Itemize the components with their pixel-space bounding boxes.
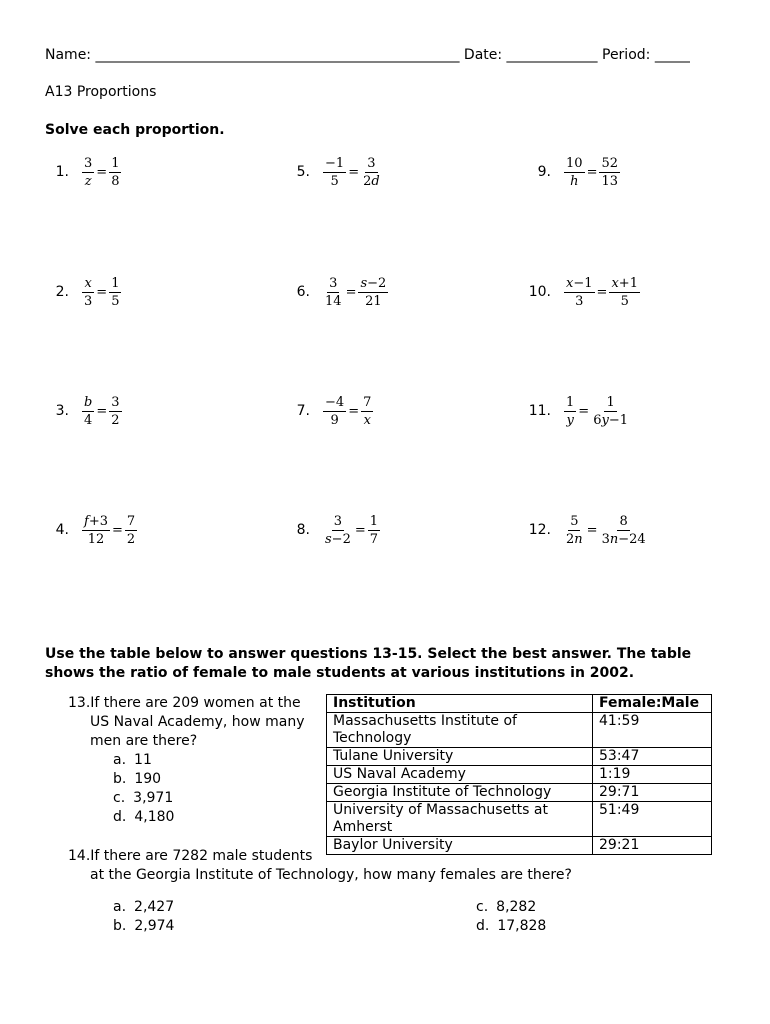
equals-sign: = bbox=[348, 164, 360, 180]
option-text: 2,974 bbox=[134, 918, 175, 934]
numerator: 7 bbox=[363, 394, 372, 410]
numerator: 3 bbox=[84, 155, 93, 171]
denominator: 4 bbox=[84, 412, 93, 428]
option-letter: c. bbox=[476, 899, 489, 915]
problem-number: 8. bbox=[296, 522, 310, 538]
table-header-ratio: Female:Male bbox=[593, 695, 712, 713]
left-fraction bbox=[564, 156, 585, 189]
table-cell-institution: Baylor University bbox=[327, 837, 593, 855]
numerator: 3 bbox=[333, 513, 343, 529]
numerator: x−1 bbox=[566, 275, 593, 291]
option-text: 4,180 bbox=[134, 809, 175, 825]
right-fraction bbox=[361, 156, 382, 189]
problem-2 bbox=[45, 272, 122, 312]
table-row bbox=[327, 784, 712, 802]
problem-number: 5. bbox=[296, 164, 310, 180]
q13-option-a[interactable] bbox=[113, 751, 152, 770]
q13-option-b[interactable] bbox=[113, 770, 161, 789]
table-cell-institution: Tulane University bbox=[327, 748, 593, 766]
problem-6 bbox=[286, 272, 389, 312]
right-fraction bbox=[358, 276, 388, 309]
option-letter: a. bbox=[113, 752, 127, 768]
table-header-institution: Institution bbox=[327, 695, 593, 713]
denominator: 21 bbox=[365, 293, 382, 309]
denominator: 2 bbox=[111, 412, 120, 428]
denominator: 2d bbox=[363, 173, 380, 189]
problem-number: 7. bbox=[296, 403, 310, 419]
question-13 bbox=[68, 694, 304, 751]
equals-sign: = bbox=[348, 403, 360, 419]
proportion-equation bbox=[563, 395, 631, 428]
problem-4 bbox=[45, 510, 138, 550]
problem-number: 3. bbox=[55, 403, 69, 419]
right-fraction bbox=[109, 395, 121, 428]
table-row bbox=[327, 748, 712, 766]
denominator: 5 bbox=[111, 293, 120, 309]
left-fraction bbox=[323, 156, 346, 189]
table-row bbox=[327, 766, 712, 784]
proportion-equation bbox=[563, 156, 621, 189]
question-14-line2: at the Georgia Institute of Technology, how many females are there? bbox=[90, 867, 572, 883]
table-cell-institution: US Naval Academy bbox=[327, 766, 593, 784]
right-fraction bbox=[600, 514, 648, 547]
numerator: 1 bbox=[369, 513, 379, 529]
numerator: −1 bbox=[325, 155, 345, 171]
numerator: 7 bbox=[126, 513, 136, 529]
option-text: 11 bbox=[134, 752, 152, 768]
q13-option-d[interactable] bbox=[113, 808, 174, 827]
table-cell-institution: Georgia Institute of Technology bbox=[327, 784, 593, 802]
table-header-row bbox=[327, 695, 712, 713]
option-letter: b. bbox=[113, 918, 127, 934]
right-fraction bbox=[591, 395, 630, 428]
proportion-equation bbox=[322, 156, 383, 189]
denominator: 5 bbox=[620, 293, 629, 309]
equals-sign: = bbox=[578, 403, 590, 419]
q14-option-b[interactable] bbox=[113, 917, 174, 936]
proportion-equation bbox=[322, 276, 389, 309]
proportion-equation bbox=[322, 514, 381, 547]
problem-12 bbox=[527, 510, 649, 550]
problem-1 bbox=[45, 152, 122, 192]
table-cell-ratio: 41:59 bbox=[593, 713, 712, 748]
problem-3 bbox=[45, 391, 123, 431]
header-line: Name: ____________________________________________________ Date: _____________ Period: _____ bbox=[45, 47, 690, 63]
left-fraction bbox=[82, 514, 110, 547]
option-text: 3,971 bbox=[133, 790, 174, 806]
right-fraction bbox=[609, 276, 640, 309]
numerator: 3 bbox=[367, 155, 376, 171]
question-13-line3: men are there? bbox=[90, 733, 198, 749]
problem-number: 9. bbox=[537, 164, 551, 180]
numerator: 3 bbox=[111, 394, 120, 410]
right-fraction bbox=[109, 156, 121, 189]
table-cell-institution: University of Massachusetts at Amherst bbox=[327, 802, 593, 837]
option-letter: d. bbox=[476, 918, 490, 934]
proportion-equation bbox=[81, 514, 138, 547]
denominator: 2 bbox=[126, 531, 136, 547]
proportion-equation bbox=[563, 514, 649, 547]
option-letter: b. bbox=[113, 771, 127, 787]
denominator: 9 bbox=[330, 412, 339, 428]
table-row bbox=[327, 802, 712, 837]
proportion-equation bbox=[81, 395, 123, 428]
equals-sign: = bbox=[586, 522, 598, 538]
denominator: 2n bbox=[566, 531, 583, 547]
equals-sign: = bbox=[96, 284, 108, 300]
table-cell-ratio: 53:47 bbox=[593, 748, 712, 766]
equals-sign: = bbox=[96, 164, 108, 180]
equals-sign: = bbox=[354, 522, 366, 538]
denominator: y bbox=[566, 412, 574, 428]
problem-5 bbox=[286, 152, 383, 192]
denominator: 5 bbox=[330, 173, 339, 189]
right-fraction bbox=[361, 395, 373, 428]
problem-number: 10. bbox=[528, 284, 551, 300]
option-letter: c. bbox=[113, 790, 126, 806]
equals-sign: = bbox=[596, 284, 608, 300]
question-13-line1: 13.If there are 209 women at the bbox=[68, 695, 301, 711]
left-fraction bbox=[323, 514, 353, 547]
table-cell-ratio: 29:71 bbox=[593, 784, 712, 802]
numerator: 1 bbox=[606, 394, 615, 410]
option-text: 17,828 bbox=[497, 918, 547, 934]
option-text: 8,282 bbox=[496, 899, 537, 915]
left-fraction bbox=[564, 276, 595, 309]
proportion-equation bbox=[81, 156, 122, 189]
equals-sign: = bbox=[586, 164, 598, 180]
problem-11 bbox=[527, 391, 631, 431]
problem-number: 12. bbox=[528, 522, 551, 538]
left-fraction bbox=[82, 276, 94, 309]
equals-sign: = bbox=[112, 522, 123, 538]
question-14 bbox=[68, 847, 572, 885]
denominator: 6y−1 bbox=[593, 412, 629, 428]
denominator: 3 bbox=[84, 293, 93, 309]
table-cell-ratio: 29:21 bbox=[593, 837, 712, 855]
left-fraction bbox=[323, 395, 346, 428]
numerator: 8 bbox=[619, 513, 628, 529]
left-fraction bbox=[564, 395, 576, 428]
question-13-line2: US Naval Academy, how many bbox=[90, 714, 305, 730]
option-text: 190 bbox=[134, 771, 162, 787]
denominator: 13 bbox=[601, 173, 619, 189]
right-fraction bbox=[599, 156, 620, 189]
numerator: s−2 bbox=[360, 275, 387, 291]
left-fraction bbox=[82, 395, 94, 428]
q14-option-a[interactable] bbox=[113, 898, 174, 917]
numerator: 52 bbox=[601, 155, 619, 171]
proportion-equation bbox=[563, 276, 641, 309]
option-text: 2,427 bbox=[134, 899, 175, 915]
problem-number: 11. bbox=[528, 403, 551, 419]
denominator: 3n−24 bbox=[601, 531, 646, 547]
numerator: x+1 bbox=[611, 275, 638, 291]
denominator: 7 bbox=[369, 531, 379, 547]
table-row bbox=[327, 713, 712, 748]
numerator: 5 bbox=[570, 513, 579, 529]
q14-option-d[interactable] bbox=[476, 917, 546, 936]
numerator: 1 bbox=[111, 155, 120, 171]
institution-table bbox=[326, 694, 712, 855]
instruction-solve: Solve each proportion. bbox=[45, 122, 225, 138]
worksheet-title: A13 Proportions bbox=[45, 84, 157, 100]
option-letter: a. bbox=[113, 899, 127, 915]
option-letter: d. bbox=[113, 809, 127, 825]
q13-option-c[interactable] bbox=[113, 789, 173, 808]
problem-number: 6. bbox=[296, 284, 310, 300]
table-cell-ratio: 51:49 bbox=[593, 802, 712, 837]
denominator: 8 bbox=[111, 173, 120, 189]
table-cell-ratio: 1:19 bbox=[593, 766, 712, 784]
numerator: −4 bbox=[325, 394, 345, 410]
numerator: 1 bbox=[566, 394, 575, 410]
problem-8 bbox=[286, 510, 381, 550]
numerator: 10 bbox=[566, 155, 583, 171]
problem-10 bbox=[527, 272, 641, 312]
numerator: 1 bbox=[111, 275, 120, 291]
denominator: 14 bbox=[325, 293, 342, 309]
denominator: z bbox=[84, 173, 92, 189]
numerator: b bbox=[84, 394, 93, 410]
proportion-equation bbox=[322, 395, 374, 428]
instruction-table: Use the table below to answer questions 13-15. Select the best answer. The table shows the ratio of female to male students at various institutions in 2002. bbox=[45, 646, 692, 681]
problem-9 bbox=[527, 152, 621, 192]
denominator: x bbox=[363, 412, 371, 428]
question-14-line1: 14.If there are 7282 male students bbox=[68, 848, 313, 864]
denominator: s−2 bbox=[325, 531, 351, 547]
left-fraction bbox=[564, 514, 585, 547]
right-fraction bbox=[368, 514, 380, 547]
numerator: 3 bbox=[329, 275, 338, 291]
problem-number: 4. bbox=[55, 522, 69, 538]
denominator: 3 bbox=[575, 293, 584, 309]
q14-option-c[interactable] bbox=[476, 898, 536, 917]
left-fraction bbox=[323, 276, 344, 309]
denominator: 12 bbox=[87, 531, 105, 547]
denominator: h bbox=[570, 173, 579, 189]
left-fraction bbox=[82, 156, 94, 189]
problem-7 bbox=[286, 391, 374, 431]
numerator: f+3 bbox=[84, 513, 108, 529]
right-fraction bbox=[125, 514, 137, 547]
right-fraction bbox=[109, 276, 121, 309]
problem-number: 2. bbox=[55, 284, 69, 300]
proportion-equation bbox=[81, 276, 122, 309]
problem-number: 1. bbox=[55, 164, 69, 180]
equals-sign: = bbox=[96, 403, 108, 419]
numerator: x bbox=[84, 275, 92, 291]
equals-sign: = bbox=[345, 284, 357, 300]
table-cell-institution: Massachusetts Institute of Technology bbox=[327, 713, 593, 748]
